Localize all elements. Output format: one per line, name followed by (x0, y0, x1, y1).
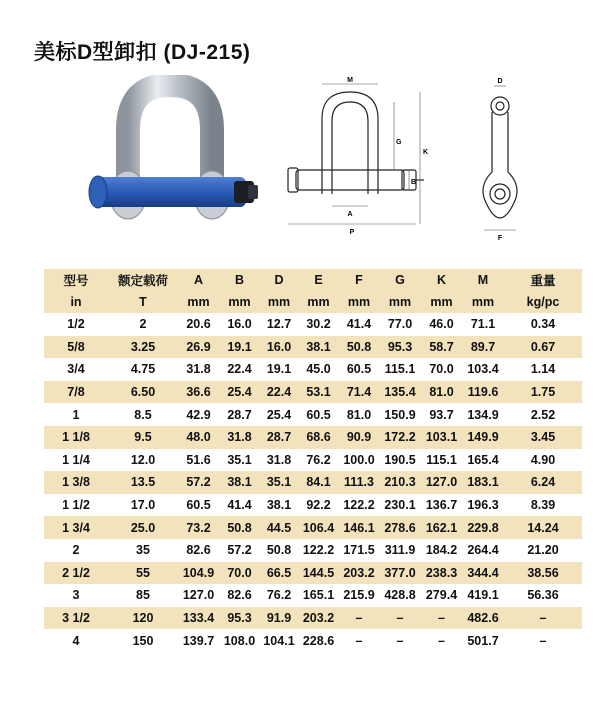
table-cell: 501.7 (462, 629, 504, 652)
table-cell: – (379, 629, 421, 652)
table-row (44, 539, 582, 562)
table-cell: 71.4 (339, 381, 379, 404)
table-cell: 108.0 (219, 629, 260, 652)
table-cell: 133.4 (178, 607, 219, 630)
table-cell: 1/2 (44, 313, 108, 336)
column-header: B (219, 269, 260, 291)
table-cell: 229.8 (462, 516, 504, 539)
table-cell: 419.1 (462, 584, 504, 607)
table-cell: – (504, 607, 582, 630)
table-cell: 9.5 (108, 426, 178, 449)
table-cell: 115.1 (421, 449, 462, 472)
table-cell: 13.5 (108, 471, 178, 494)
table-cell: 3.45 (504, 426, 582, 449)
table-cell: 8.5 (108, 403, 178, 426)
table-cell: 4.75 (108, 358, 178, 381)
table-cell: 278.6 (379, 516, 421, 539)
table-cell: 3 1/2 (44, 607, 108, 630)
table-cell: 85 (108, 584, 178, 607)
table-cell: 311.9 (379, 539, 421, 562)
column-header: 重量 (504, 269, 582, 291)
table-cell: 38.1 (298, 336, 339, 359)
table-cell: 203.2 (339, 562, 379, 585)
column-unit: mm (421, 291, 462, 313)
table-row (44, 494, 582, 517)
table-cell: 31.8 (178, 358, 219, 381)
column-unit: mm (339, 291, 379, 313)
table-cell: 428.8 (379, 584, 421, 607)
table-cell: 53.1 (298, 381, 339, 404)
table-cell: 28.7 (260, 426, 298, 449)
column-unit: kg/pc (504, 291, 582, 313)
column-unit: T (108, 291, 178, 313)
table-cell: 228.6 (298, 629, 339, 652)
dim-label-g: G (396, 139, 402, 146)
dim-label-f: F (497, 235, 503, 242)
table-cell: 48.0 (178, 426, 219, 449)
table-cell: 482.6 (462, 607, 504, 630)
table-cell: 238.3 (421, 562, 462, 585)
table-cell: 38.1 (260, 494, 298, 517)
column-unit: in (44, 291, 108, 313)
table-cell: 82.6 (219, 584, 260, 607)
table-cell: 35.1 (219, 449, 260, 472)
table-cell: 1.75 (504, 381, 582, 404)
table-cell: 196.3 (462, 494, 504, 517)
column-header: M (462, 269, 504, 291)
table-cell: 21.20 (504, 539, 582, 562)
table-cell: 5/8 (44, 336, 108, 359)
table-cell: 60.5 (178, 494, 219, 517)
column-header: G (379, 269, 421, 291)
table-cell: 84.1 (298, 471, 339, 494)
column-header: F (339, 269, 379, 291)
table-cell: 4 (44, 629, 108, 652)
table-cell: 30.2 (298, 313, 339, 336)
table-cell: 1 (44, 403, 108, 426)
table-cell: 127.0 (421, 471, 462, 494)
table-cell: 377.0 (379, 562, 421, 585)
table-row (44, 607, 582, 630)
dim-label-b: B (411, 179, 417, 186)
table-cell: 103.1 (421, 426, 462, 449)
table-cell: 4.90 (504, 449, 582, 472)
column-unit: mm (219, 291, 260, 313)
table-cell: 165.1 (298, 584, 339, 607)
table-cell: 92.2 (298, 494, 339, 517)
table-cell: 89.7 (462, 336, 504, 359)
table-cell: 165.4 (462, 449, 504, 472)
table-row (44, 426, 582, 449)
table-cell: 82.6 (178, 539, 219, 562)
column-unit: mm (379, 291, 421, 313)
table-cell: 122.2 (298, 539, 339, 562)
table-cell: 76.2 (260, 584, 298, 607)
table-cell: 1 1/8 (44, 426, 108, 449)
table-cell: 19.1 (219, 336, 260, 359)
table-cell: 36.6 (178, 381, 219, 404)
table-cell: 139.7 (178, 629, 219, 652)
table-header-row (44, 269, 582, 291)
table-cell: 144.5 (298, 562, 339, 585)
side-view-drawing (470, 72, 535, 247)
table-cell: 58.7 (421, 336, 462, 359)
table-cell: 38.1 (219, 471, 260, 494)
table-cell: 135.4 (379, 381, 421, 404)
table-cell: 57.2 (219, 539, 260, 562)
table-cell: 104.9 (178, 562, 219, 585)
table-cell: 60.5 (339, 358, 379, 381)
dim-label-k: K (423, 149, 429, 156)
table-cell: 55 (108, 562, 178, 585)
table-row (44, 336, 582, 359)
table-cell: 6.50 (108, 381, 178, 404)
table-cell: 25.4 (219, 381, 260, 404)
table-cell: 66.5 (260, 562, 298, 585)
column-header: A (178, 269, 219, 291)
table-cell: 2 (108, 313, 178, 336)
column-header: K (421, 269, 462, 291)
table-cell: 22.4 (219, 358, 260, 381)
column-header: E (298, 269, 339, 291)
table-cell: 41.4 (339, 313, 379, 336)
table-cell: 203.2 (298, 607, 339, 630)
table-cell: 100.0 (339, 449, 379, 472)
table-row (44, 381, 582, 404)
table-cell: 91.9 (260, 607, 298, 630)
table-cell: 41.4 (219, 494, 260, 517)
table-row (44, 629, 582, 652)
column-unit: mm (178, 291, 219, 313)
front-view-drawing (284, 74, 439, 244)
table-cell: 35.1 (260, 471, 298, 494)
table-cell: – (339, 607, 379, 630)
table-cell: 46.0 (421, 313, 462, 336)
table-cell: 172.2 (379, 426, 421, 449)
table-cell: 50.8 (219, 516, 260, 539)
table-cell: 50.8 (260, 539, 298, 562)
table-cell: 2 1/2 (44, 562, 108, 585)
table-cell: 71.1 (462, 313, 504, 336)
column-unit: mm (298, 291, 339, 313)
table-cell: 50.8 (339, 336, 379, 359)
table-row (44, 403, 582, 426)
table-cell: 1 3/8 (44, 471, 108, 494)
table-cell: 150 (108, 629, 178, 652)
table-cell: 19.1 (260, 358, 298, 381)
table-cell: 3.25 (108, 336, 178, 359)
table-row (44, 313, 582, 336)
table-cell: 6.24 (504, 471, 582, 494)
dim-label-m: M (347, 77, 353, 84)
table-cell: 120 (108, 607, 178, 630)
column-unit: mm (462, 291, 504, 313)
table-cell: – (379, 607, 421, 630)
table-cell: 7/8 (44, 381, 108, 404)
table-cell: 190.5 (379, 449, 421, 472)
table-cell: 122.2 (339, 494, 379, 517)
table-row (44, 584, 582, 607)
table-cell: 51.6 (178, 449, 219, 472)
table-cell: 150.9 (379, 403, 421, 426)
table-cell: 215.9 (339, 584, 379, 607)
table-cell: 44.5 (260, 516, 298, 539)
table-cell: 136.7 (421, 494, 462, 517)
table-cell: 149.9 (462, 426, 504, 449)
table-row (44, 471, 582, 494)
table-cell: 26.9 (178, 336, 219, 359)
table-row (44, 562, 582, 585)
shackle-photo (88, 75, 263, 235)
table-cell: 2 (44, 539, 108, 562)
table-cell: 25.0 (108, 516, 178, 539)
table-cell: 81.0 (339, 403, 379, 426)
table-cell: 60.5 (298, 403, 339, 426)
table-cell: 17.0 (108, 494, 178, 517)
table-cell: 16.0 (260, 336, 298, 359)
table-cell: 111.3 (339, 471, 379, 494)
table-cell: 77.0 (379, 313, 421, 336)
table-cell: 95.3 (379, 336, 421, 359)
table-cell: 25.4 (260, 403, 298, 426)
table-cell: 28.7 (219, 403, 260, 426)
spec-table (44, 269, 582, 652)
table-cell: 31.8 (260, 449, 298, 472)
table-cell: 127.0 (178, 584, 219, 607)
table-cell: 22.4 (260, 381, 298, 404)
table-cell: 95.3 (219, 607, 260, 630)
table-cell: 230.1 (379, 494, 421, 517)
table-cell: 162.1 (421, 516, 462, 539)
table-cell: 16.0 (219, 313, 260, 336)
table-cell: 3 (44, 584, 108, 607)
table-cell: 31.8 (219, 426, 260, 449)
table-cell: – (504, 629, 582, 652)
dim-label-a: A (347, 211, 353, 218)
table-cell: 183.1 (462, 471, 504, 494)
column-unit: mm (260, 291, 298, 313)
table-cell: 42.9 (178, 403, 219, 426)
table-cell: 1.14 (504, 358, 582, 381)
table-row (44, 449, 582, 472)
table-cell: 0.67 (504, 336, 582, 359)
table-cell: 93.7 (421, 403, 462, 426)
table-cell: 119.6 (462, 381, 504, 404)
table-body (44, 313, 582, 652)
table-cell: 45.0 (298, 358, 339, 381)
table-cell: – (421, 629, 462, 652)
column-header: 型号 (44, 269, 108, 291)
table-cell: 1 3/4 (44, 516, 108, 539)
table-cell: 134.9 (462, 403, 504, 426)
table-cell: 8.39 (504, 494, 582, 517)
table-cell: 2.52 (504, 403, 582, 426)
table-cell: 1 1/4 (44, 449, 108, 472)
table-cell: 171.5 (339, 539, 379, 562)
table-cell: – (339, 629, 379, 652)
dim-label-d: D (497, 78, 503, 85)
table-cell: 73.2 (178, 516, 219, 539)
table-cell: 104.1 (260, 629, 298, 652)
table-cell: 103.4 (462, 358, 504, 381)
table-cell: 70.0 (219, 562, 260, 585)
table-cell: 106.4 (298, 516, 339, 539)
column-header: 额定载荷 (108, 269, 178, 291)
table-cell: 76.2 (298, 449, 339, 472)
table-cell: 279.4 (421, 584, 462, 607)
dim-label-p: P (349, 229, 355, 236)
page-title: 美标D型卸扣 (DJ-215) (34, 41, 251, 64)
table-cell: 264.4 (462, 539, 504, 562)
table-cell: 35 (108, 539, 178, 562)
table-cell: 20.6 (178, 313, 219, 336)
table-cell: 90.9 (339, 426, 379, 449)
table-cell: 344.4 (462, 562, 504, 585)
table-cell: 146.1 (339, 516, 379, 539)
table-cell: – (421, 607, 462, 630)
table-cell: 57.2 (178, 471, 219, 494)
table-cell: 0.34 (504, 313, 582, 336)
table-cell: 12.0 (108, 449, 178, 472)
table-row (44, 358, 582, 381)
table-cell: 210.3 (379, 471, 421, 494)
table-cell: 115.1 (379, 358, 421, 381)
table-cell: 56.36 (504, 584, 582, 607)
table-cell: 184.2 (421, 539, 462, 562)
table-unit-row (44, 291, 582, 313)
table-cell: 38.56 (504, 562, 582, 585)
table-cell: 14.24 (504, 516, 582, 539)
table-cell: 81.0 (421, 381, 462, 404)
table-cell: 12.7 (260, 313, 298, 336)
table-cell: 1 1/2 (44, 494, 108, 517)
table-cell: 70.0 (421, 358, 462, 381)
table-cell: 3/4 (44, 358, 108, 381)
column-header: D (260, 269, 298, 291)
table-row (44, 516, 582, 539)
table-cell: 68.6 (298, 426, 339, 449)
